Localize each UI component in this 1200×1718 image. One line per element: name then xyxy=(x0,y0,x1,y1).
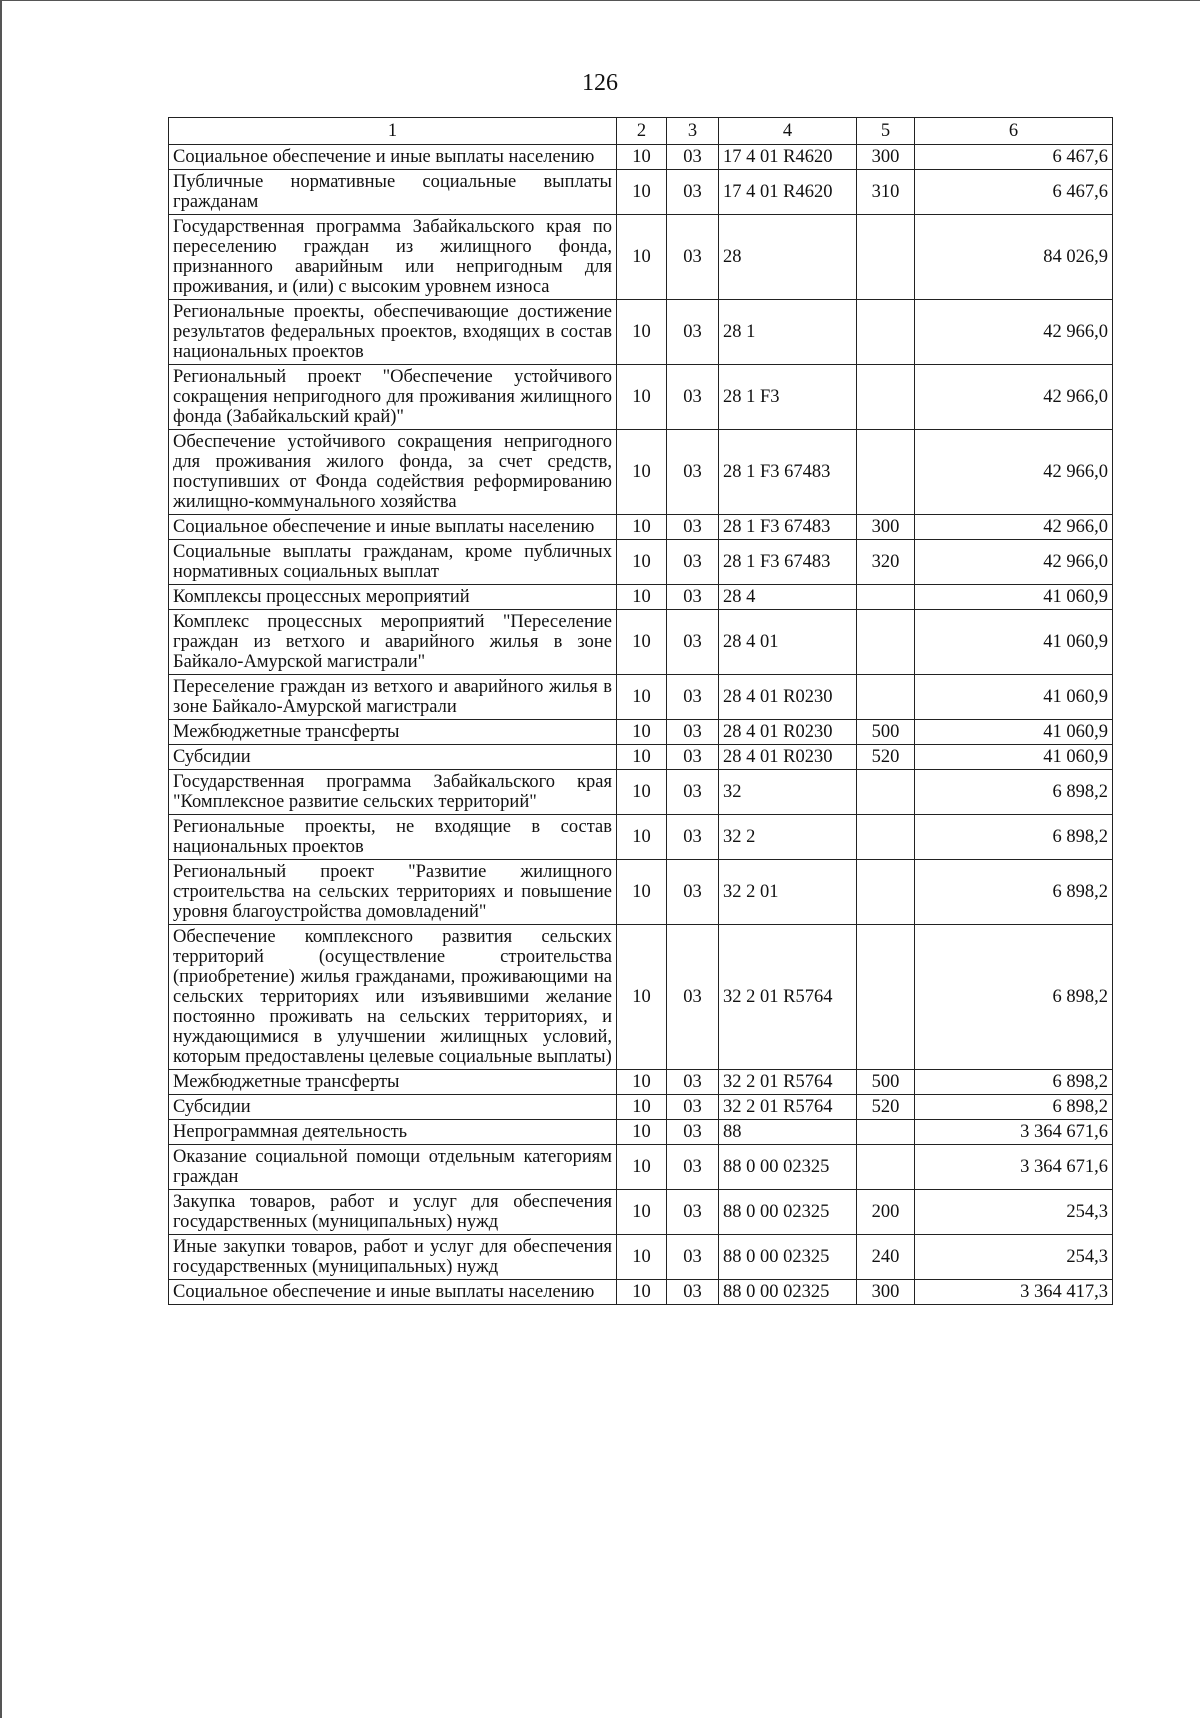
row-description: Субсидии xyxy=(169,745,617,770)
row-target-code: 88 0 00 02325 xyxy=(719,1280,857,1305)
row-subsection: 03 xyxy=(667,1095,719,1120)
row-section: 10 xyxy=(617,430,667,515)
row-description: Межбюджетные трансферты xyxy=(169,1070,617,1095)
row-subsection: 03 xyxy=(667,515,719,540)
row-amount: 42 966,0 xyxy=(915,515,1113,540)
row-section: 10 xyxy=(617,675,667,720)
row-subsection: 03 xyxy=(667,720,719,745)
row-amount: 6 467,6 xyxy=(915,145,1113,170)
row-target-code: 32 2 01 xyxy=(719,860,857,925)
table-row xyxy=(169,540,1113,585)
row-description: Социальные выплаты гражданам, кроме публичных нормативных социальных выплат xyxy=(169,540,617,585)
row-target-code: 88 0 00 02325 xyxy=(719,1145,857,1190)
header-row xyxy=(169,118,1113,145)
row-amount: 254,3 xyxy=(915,1190,1113,1235)
table-row xyxy=(169,815,1113,860)
row-expense-type xyxy=(857,300,915,365)
row-subsection: 03 xyxy=(667,145,719,170)
table-row xyxy=(169,515,1113,540)
row-amount: 42 966,0 xyxy=(915,430,1113,515)
row-subsection: 03 xyxy=(667,1120,719,1145)
row-target-code: 88 xyxy=(719,1120,857,1145)
row-expense-type: 300 xyxy=(857,145,915,170)
row-subsection: 03 xyxy=(667,1280,719,1305)
row-subsection: 03 xyxy=(667,365,719,430)
row-expense-type xyxy=(857,860,915,925)
row-target-code: 28 1 xyxy=(719,300,857,365)
row-target-code: 32 2 01 R5764 xyxy=(719,1095,857,1120)
row-target-code: 28 1 F3 xyxy=(719,365,857,430)
row-amount: 6 898,2 xyxy=(915,770,1113,815)
table-row xyxy=(169,925,1113,1070)
row-subsection: 03 xyxy=(667,300,719,365)
table-row xyxy=(169,170,1113,215)
row-amount: 42 966,0 xyxy=(915,540,1113,585)
row-description: Социальное обеспечение и иные выплаты населению xyxy=(169,1280,617,1305)
row-target-code: 32 2 01 R5764 xyxy=(719,925,857,1070)
row-amount: 3 364 417,3 xyxy=(915,1280,1113,1305)
row-expense-type: 300 xyxy=(857,1280,915,1305)
row-section: 10 xyxy=(617,1120,667,1145)
header-cell: 5 xyxy=(857,118,915,145)
row-amount: 42 966,0 xyxy=(915,365,1113,430)
row-amount: 6 898,2 xyxy=(915,815,1113,860)
row-amount: 6 898,2 xyxy=(915,860,1113,925)
row-expense-type: 200 xyxy=(857,1190,915,1235)
row-description: Оказание социальной помощи отдельным категориям граждан xyxy=(169,1145,617,1190)
row-description: Региональные проекты, не входящие в состав национальных проектов xyxy=(169,815,617,860)
row-amount: 41 060,9 xyxy=(915,610,1113,675)
row-subsection: 03 xyxy=(667,430,719,515)
table-row xyxy=(169,1145,1113,1190)
row-subsection: 03 xyxy=(667,1070,719,1095)
row-description: Обеспечение устойчивого сокращения непригодного для проживания жилого фонда, за счет средств, поступивших от Фонда содействия реформированию жилищно-коммунального хозяйства xyxy=(169,430,617,515)
row-subsection: 03 xyxy=(667,170,719,215)
row-target-code: 32 xyxy=(719,770,857,815)
row-section: 10 xyxy=(617,300,667,365)
row-amount: 3 364 671,6 xyxy=(915,1145,1113,1190)
row-amount: 6 898,2 xyxy=(915,1095,1113,1120)
row-description: Региональный проект "Развитие жилищного строительства на сельских территориях и повышение уровня благоустройства домовладений" xyxy=(169,860,617,925)
header-cell: 3 xyxy=(667,118,719,145)
row-expense-type: 520 xyxy=(857,1095,915,1120)
budget-table xyxy=(168,117,1113,1305)
row-description: Социальное обеспечение и иные выплаты населению xyxy=(169,515,617,540)
row-description: Переселение граждан из ветхого и аварийного жилья в зоне Байкало-Амурской магистрали xyxy=(169,675,617,720)
row-section: 10 xyxy=(617,585,667,610)
table-row xyxy=(169,365,1113,430)
row-expense-type: 300 xyxy=(857,515,915,540)
row-target-code: 32 2 01 R5764 xyxy=(719,1070,857,1095)
row-subsection: 03 xyxy=(667,610,719,675)
row-amount: 3 364 671,6 xyxy=(915,1120,1113,1145)
header-cell: 1 xyxy=(169,118,617,145)
row-section: 10 xyxy=(617,745,667,770)
table-row xyxy=(169,430,1113,515)
table-row xyxy=(169,1280,1113,1305)
table-row xyxy=(169,215,1113,300)
row-target-code: 28 1 F3 67483 xyxy=(719,540,857,585)
row-amount: 42 966,0 xyxy=(915,300,1113,365)
row-amount: 254,3 xyxy=(915,1235,1113,1280)
scan-top-edge xyxy=(0,0,1200,1)
table-row xyxy=(169,585,1113,610)
row-expense-type: 520 xyxy=(857,745,915,770)
row-section: 10 xyxy=(617,610,667,675)
row-section: 10 xyxy=(617,1280,667,1305)
row-section: 10 xyxy=(617,1095,667,1120)
row-expense-type xyxy=(857,585,915,610)
row-subsection: 03 xyxy=(667,540,719,585)
row-description: Закупка товаров, работ и услуг для обеспечения государственных (муниципальных) нужд xyxy=(169,1190,617,1235)
row-expense-type xyxy=(857,430,915,515)
row-section: 10 xyxy=(617,1235,667,1280)
row-subsection: 03 xyxy=(667,815,719,860)
row-section: 10 xyxy=(617,365,667,430)
row-description: Обеспечение комплексного развития сельских территорий (осуществление строительства (приобретение) жилья гражданами, проживающими на сельских территориях или изъявившими желание постоянно проживать на сельских территориях, и нуждающимися в улучшении жилищных условий, которым предоставлены целевые социальные выплаты) xyxy=(169,925,617,1070)
row-section: 10 xyxy=(617,540,667,585)
row-expense-type xyxy=(857,365,915,430)
row-target-code: 17 4 01 R4620 xyxy=(719,170,857,215)
row-description: Государственная программа Забайкальского края "Комплексное развитие сельских территорий" xyxy=(169,770,617,815)
row-expense-type: 320 xyxy=(857,540,915,585)
row-expense-type xyxy=(857,1145,915,1190)
row-target-code: 28 xyxy=(719,215,857,300)
row-target-code: 28 4 xyxy=(719,585,857,610)
row-target-code: 28 1 F3 67483 xyxy=(719,515,857,540)
row-target-code: 32 2 xyxy=(719,815,857,860)
row-subsection: 03 xyxy=(667,925,719,1070)
row-subsection: 03 xyxy=(667,770,719,815)
row-description: Государственная программа Забайкальского края по переселению граждан из жилищного фонда, признанного аварийным или непригодным для проживания, и (или) с высоким уровнем износа xyxy=(169,215,617,300)
row-description: Региональные проекты, обеспечивающие достижение результатов федеральных проектов, входящих в состав национальных проектов xyxy=(169,300,617,365)
row-expense-type xyxy=(857,770,915,815)
table-row xyxy=(169,1070,1113,1095)
row-target-code: 28 1 F3 67483 xyxy=(719,430,857,515)
row-amount: 41 060,9 xyxy=(915,585,1113,610)
row-target-code: 28 4 01 R0230 xyxy=(719,745,857,770)
row-expense-type: 240 xyxy=(857,1235,915,1280)
row-target-code: 28 4 01 R0230 xyxy=(719,720,857,745)
row-expense-type xyxy=(857,925,915,1070)
row-amount: 6 898,2 xyxy=(915,925,1113,1070)
row-description: Региональный проект "Обеспечение устойчивого сокращения непригодного для проживания жилищного фонда (Забайкальский край)" xyxy=(169,365,617,430)
row-expense-type xyxy=(857,815,915,860)
row-amount: 41 060,9 xyxy=(915,675,1113,720)
table-row xyxy=(169,1095,1113,1120)
table-row xyxy=(169,610,1113,675)
row-description: Комплексы процессных мероприятий xyxy=(169,585,617,610)
table-row xyxy=(169,860,1113,925)
row-target-code: 17 4 01 R4620 xyxy=(719,145,857,170)
row-amount: 41 060,9 xyxy=(915,720,1113,745)
table-row xyxy=(169,1235,1113,1280)
table-row xyxy=(169,300,1113,365)
row-subsection: 03 xyxy=(667,860,719,925)
row-section: 10 xyxy=(617,1190,667,1235)
row-section: 10 xyxy=(617,815,667,860)
row-amount: 84 026,9 xyxy=(915,215,1113,300)
row-section: 10 xyxy=(617,145,667,170)
row-section: 10 xyxy=(617,215,667,300)
row-amount: 41 060,9 xyxy=(915,745,1113,770)
row-description: Субсидии xyxy=(169,1095,617,1120)
row-expense-type: 500 xyxy=(857,1070,915,1095)
row-subsection: 03 xyxy=(667,1145,719,1190)
row-target-code: 88 0 00 02325 xyxy=(719,1190,857,1235)
table-row xyxy=(169,720,1113,745)
row-section: 10 xyxy=(617,770,667,815)
row-section: 10 xyxy=(617,720,667,745)
row-subsection: 03 xyxy=(667,215,719,300)
table-row xyxy=(169,145,1113,170)
row-subsection: 03 xyxy=(667,1190,719,1235)
row-description: Комплекс процессных мероприятий "Переселение граждан из ветхого и аварийного жилья в зоне Байкало-Амурской магистрали" xyxy=(169,610,617,675)
row-subsection: 03 xyxy=(667,745,719,770)
row-section: 10 xyxy=(617,1145,667,1190)
table-row xyxy=(169,675,1113,720)
page-number: 126 xyxy=(582,70,618,96)
row-section: 10 xyxy=(617,925,667,1070)
row-expense-type xyxy=(857,215,915,300)
row-section: 10 xyxy=(617,860,667,925)
row-description: Иные закупки товаров, работ и услуг для обеспечения государственных (муниципальных) нужд xyxy=(169,1235,617,1280)
row-description: Межбюджетные трансферты xyxy=(169,720,617,745)
row-section: 10 xyxy=(617,1070,667,1095)
row-target-code: 28 4 01 xyxy=(719,610,857,675)
table-row xyxy=(169,1120,1113,1145)
row-description: Публичные нормативные социальные выплаты гражданам xyxy=(169,170,617,215)
row-description: Непрограммная деятельность xyxy=(169,1120,617,1145)
row-expense-type: 310 xyxy=(857,170,915,215)
table-row xyxy=(169,745,1113,770)
header-cell: 2 xyxy=(617,118,667,145)
header-cell: 6 xyxy=(915,118,1113,145)
row-target-code: 88 0 00 02325 xyxy=(719,1235,857,1280)
row-expense-type xyxy=(857,610,915,675)
row-section: 10 xyxy=(617,515,667,540)
row-subsection: 03 xyxy=(667,585,719,610)
row-amount: 6 898,2 xyxy=(915,1070,1113,1095)
row-amount: 6 467,6 xyxy=(915,170,1113,215)
row-section: 10 xyxy=(617,170,667,215)
header-cell: 4 xyxy=(719,118,857,145)
row-expense-type: 500 xyxy=(857,720,915,745)
row-subsection: 03 xyxy=(667,675,719,720)
row-expense-type xyxy=(857,1120,915,1145)
row-expense-type xyxy=(857,675,915,720)
row-description: Социальное обеспечение и иные выплаты населению xyxy=(169,145,617,170)
scan-left-edge xyxy=(0,0,2,1718)
row-target-code: 28 4 01 R0230 xyxy=(719,675,857,720)
row-subsection: 03 xyxy=(667,1235,719,1280)
table-row xyxy=(169,770,1113,815)
table-row xyxy=(169,1190,1113,1235)
